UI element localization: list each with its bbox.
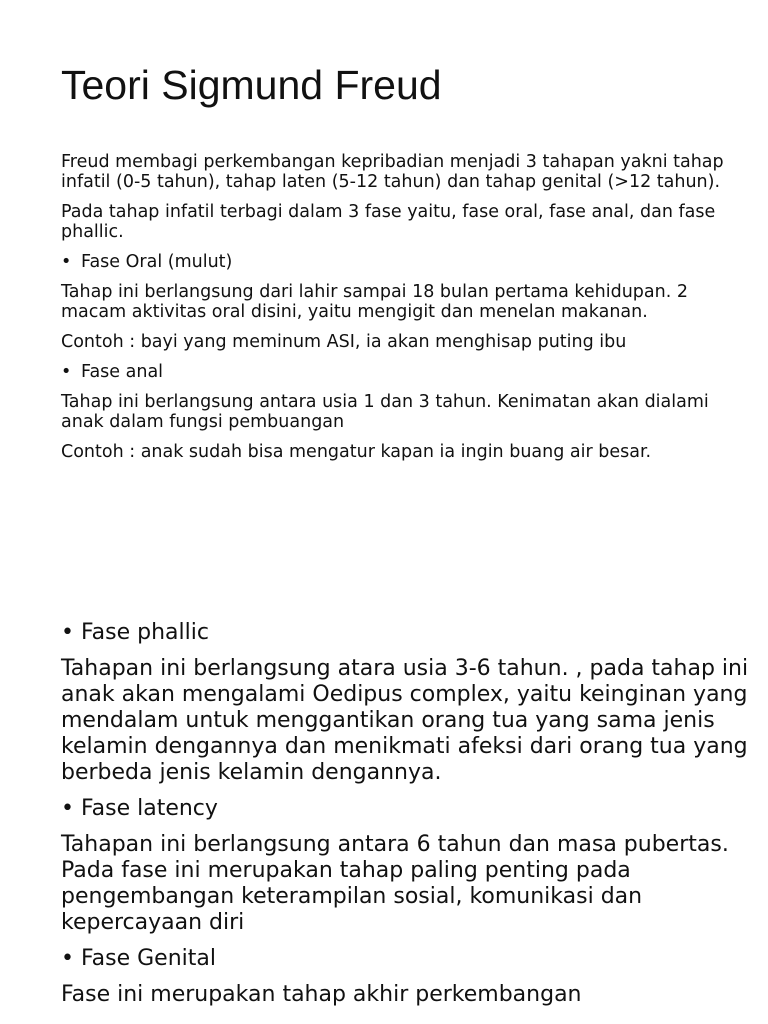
phallic-description: Tahapan ini berlangsung atara usia 3-6 tahun. , pada tahap ini anak akan mengalami Oedipus complex, yaitu keinginan yang mendalam untuk menggantikan orang tua yang sama jenis kelamin dengannya dan menikmati afeksi dari orang tua yang berbeda jenis kelamin dengannya. — [61, 656, 749, 785]
bullet-phallic — [61, 620, 751, 646]
bullet-anal-label: Fase anal — [81, 362, 164, 382]
bullet-oral-label: Fase Oral (mulut) — [81, 252, 233, 272]
slide-1-body — [61, 152, 751, 462]
bullet-icon: • — [61, 252, 72, 272]
bullet-icon: • — [61, 620, 74, 645]
oral-example: Contoh : bayi yang meminum ASI, ia akan menghisap puting ibu — [61, 332, 627, 352]
slide-title: Teori Sigmund Freud — [61, 62, 442, 108]
bullet-oral — [61, 252, 751, 272]
oral-description: Tahap ini berlangsung dari lahir sampai 18 bulan pertama kehidupan. 2 macam aktivitas oral disini, yaitu mengigit dan menelan makanan. — [61, 282, 688, 322]
genital-description: Fase ini merupakan tahap akhir perkembangan — [61, 982, 582, 1007]
bullet-latency — [61, 796, 751, 822]
slide-2-body — [61, 620, 751, 1008]
bullet-genital-label: Fase Genital — [81, 946, 216, 971]
bullet-genital — [61, 946, 751, 972]
latency-description: Tahapan ini berlangsung antara 6 tahun dan masa pubertas. Pada fase ini merupakan tahap paling penting pada pengembangan keterampilan sosial, komunikasi dan kepercayaan diri — [61, 832, 729, 935]
anal-example: Contoh : anak sudah bisa mengatur kapan ia ingin buang air besar. — [61, 442, 652, 462]
bullet-icon: • — [61, 796, 74, 821]
infantile-paragraph: Pada tahap infatil terbagi dalam 3 fase yaitu, fase oral, fase anal, dan fase phallic. — [61, 202, 716, 242]
anal-description: Tahap ini berlangsung antara usia 1 dan 3 tahun. Kenimatan akan dialami anak dalam fungsi pembuangan — [61, 392, 709, 432]
bullet-phallic-label: Fase phallic — [81, 620, 209, 645]
bullet-icon: • — [61, 946, 74, 971]
bullet-latency-label: Fase latency — [81, 796, 218, 821]
bullet-icon: • — [61, 362, 72, 382]
bullet-anal — [61, 362, 751, 382]
intro-paragraph: Freud membagi perkembangan kepribadian menjadi 3 tahapan yakni tahap infatil (0-5 tahun), tahap laten (5-12 tahun) dan tahap genital (>12 tahun). — [61, 152, 724, 192]
